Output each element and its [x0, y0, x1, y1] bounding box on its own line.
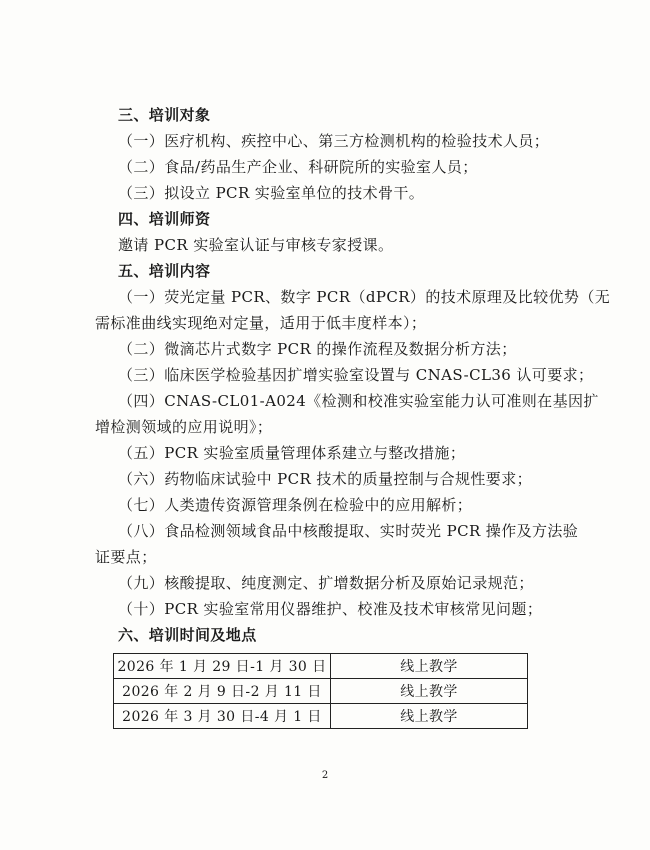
schedule-place-cell: 线上教学 — [331, 654, 528, 679]
content-item-continuation: 证要点； — [95, 548, 157, 566]
content-item: （五）PCR 实验室质量管理体系建立与整改措施； — [118, 444, 466, 462]
content-item: （一）荧光定量 PCR、数字 PCR（dPCR）的技术原理及比较优势（无 — [118, 288, 611, 306]
document-body — [95, 102, 611, 648]
page-number: 2 — [321, 770, 329, 781]
table-row — [114, 654, 528, 679]
schedule-table — [113, 653, 528, 729]
table-row — [114, 704, 528, 729]
instructors-text: 邀请 PCR 实验室认证与审核专家授课。 — [118, 236, 394, 254]
content-item: （三）临床医学检验基因扩增实验室设置与 CNAS-CL36 认可要求； — [118, 366, 594, 384]
trainee-item: （一）医疗机构、疾控中心、第三方检测机构的检验技术人员； — [118, 132, 550, 150]
content-item: （六）药物临床试验中 PCR 技术的质量控制与合规性要求； — [118, 470, 533, 488]
section-heading-trainees: 三、培训对象 — [118, 106, 211, 124]
schedule-date-cell: 2026 年 2 月 9 日-2 月 11 日 — [114, 679, 331, 704]
section-heading-instructors: 四、培训师资 — [118, 210, 211, 228]
content-item: （七）人类遗传资源管理条例在检验中的应用解析； — [118, 496, 473, 514]
content-item: （四）CNAS-CL01-A024《检测和校准实验室能力认可准则在基因扩 — [118, 392, 599, 410]
table-row — [114, 679, 528, 704]
section-heading-schedule: 六、培训时间及地点 — [118, 626, 257, 644]
schedule-date-cell: 2026 年 3 月 30 日-4 月 1 日 — [114, 704, 331, 729]
content-item: （十）PCR 实验室常用仪器维护、校准及技术审核常见问题； — [118, 600, 543, 618]
section-heading-content: 五、培训内容 — [118, 262, 211, 280]
content-item: （八）食品检测领域食品中核酸提取、实时荧光 PCR 操作及方法验 — [118, 522, 579, 540]
schedule-place-cell: 线上教学 — [331, 704, 528, 729]
schedule-place-cell: 线上教学 — [331, 679, 528, 704]
schedule-date-cell: 2026 年 1 月 29 日-1 月 30 日 — [114, 654, 331, 679]
trainee-item: （三）拟设立 PCR 实验室单位的技术骨干。 — [118, 184, 425, 202]
content-item: （二）微滴芯片式数字 PCR 的操作流程及数据分析方法； — [118, 340, 517, 358]
trainee-item: （二）食品/药品生产企业、科研院所的实验室人员； — [118, 158, 478, 176]
content-item-continuation: 需标准曲线实现绝对定量，适用于低丰度样本）； — [95, 314, 427, 332]
content-item-continuation: 增检测领域的应用说明》； — [95, 418, 273, 436]
content-item: （九）核酸提取、纯度测定、扩增数据分析及原始记录规范； — [118, 574, 534, 592]
